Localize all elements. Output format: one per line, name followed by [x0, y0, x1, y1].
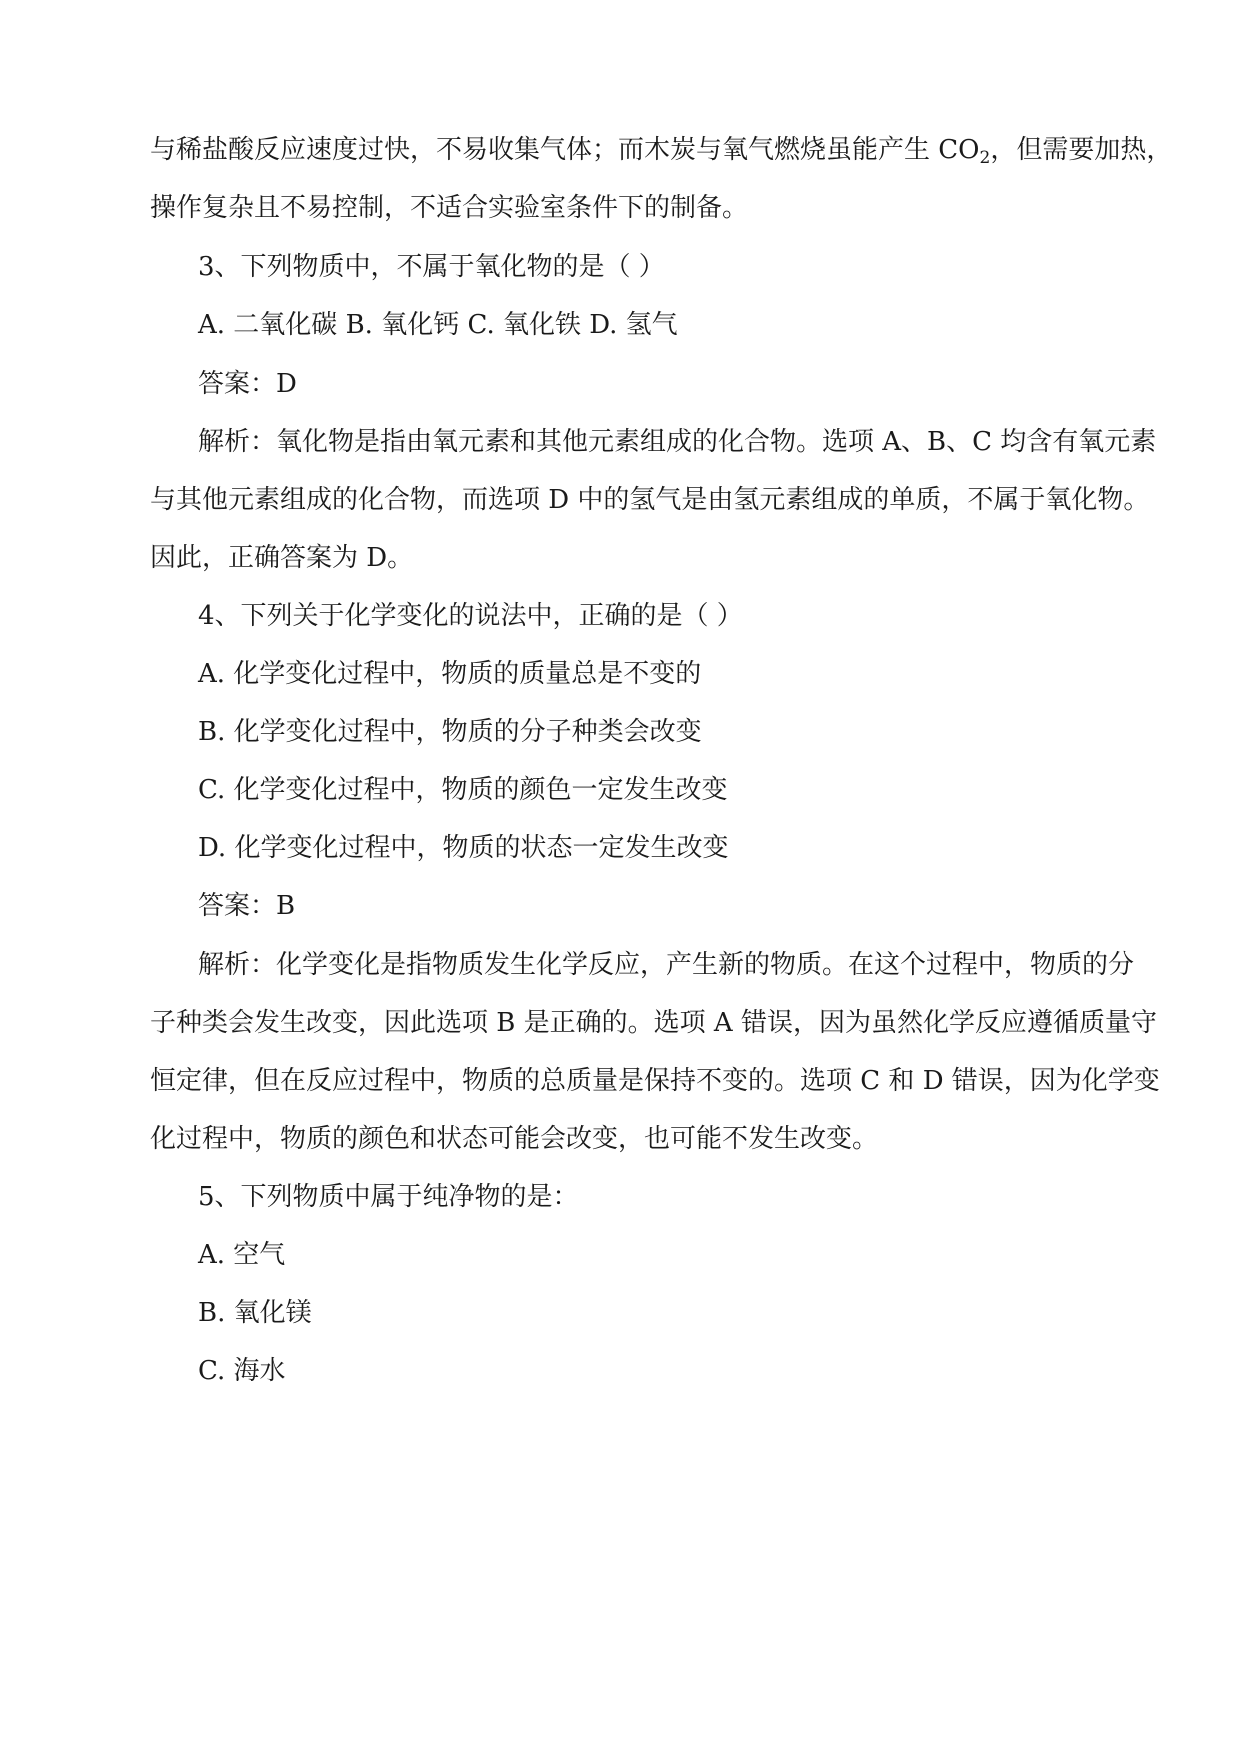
question-5-option-a: A. 空气	[198, 1240, 286, 1270]
question-4-stem: 4、下列关于化学变化的说法中，正确的是（ ）	[198, 601, 743, 631]
question-3-analysis-line: 与其他元素组成的化合物，而选项 D 中的氢气是由氢元素组成的单质，不属于氧化物。	[150, 485, 1150, 515]
question-5-option-b: B. 氧化镁	[198, 1298, 312, 1328]
question-4-option-b: B. 化学变化过程中，物质的分子种类会改变	[198, 717, 702, 747]
question-3-options: A. 二氧化碳 B. 氧化钙 C. 氧化铁 D. 氢气	[198, 310, 678, 340]
question-3-answer: 答案：D	[198, 369, 297, 399]
prev-explanation-text: 与稀盐酸反应速度过快，不易收集气体；而木炭与氧气燃烧虽能产生 CO	[150, 135, 980, 165]
question-5-option-c: C. 海水	[198, 1356, 286, 1386]
question-3-analysis-line: 因此，正确答案为 D。	[150, 543, 414, 573]
question-4-option-c: C. 化学变化过程中，物质的颜色一定发生改变	[198, 775, 728, 805]
prev-explanation-line-1	[150, 133, 1172, 167]
question-4-analysis-line: 子种类会发生改变，因此选项 B 是正确的。选项 A 错误，因为虽然化学反应遵循质量守	[150, 1008, 1157, 1038]
question-3-analysis-line: 解析：氧化物是指由氧元素和其他元素组成的化合物。选项 A、B、C 均含有氧元素	[198, 427, 1157, 457]
subscript-2: 2	[979, 148, 991, 168]
question-4-option-a: A. 化学变化过程中，物质的质量总是不变的	[198, 659, 702, 689]
question-4-analysis-line: 恒定律，但在反应过程中，物质的总质量是保持不变的。选项 C 和 D 错误，因为化学变	[150, 1066, 1160, 1096]
prev-explanation-line-2: 操作复杂且不易控制，不适合实验室条件下的制备。	[150, 193, 749, 223]
question-4-analysis-line: 解析：化学变化是指物质发生化学反应，产生新的物质。在这个过程中，物质的分	[198, 950, 1135, 980]
question-4-analysis-line: 化过程中，物质的颜色和状态可能会改变，也可能不发生改变。	[150, 1124, 879, 1154]
prev-explanation-text-end: ，但需要加热，	[990, 135, 1173, 165]
question-4-answer: 答案：B	[198, 891, 296, 921]
question-4-option-d: D. 化学变化过程中，物质的状态一定发生改变	[198, 833, 729, 863]
question-5-stem: 5、下列物质中属于纯净物的是：	[198, 1182, 579, 1212]
question-3-stem: 3、下列物质中，不属于氧化物的是（ ）	[198, 252, 665, 282]
